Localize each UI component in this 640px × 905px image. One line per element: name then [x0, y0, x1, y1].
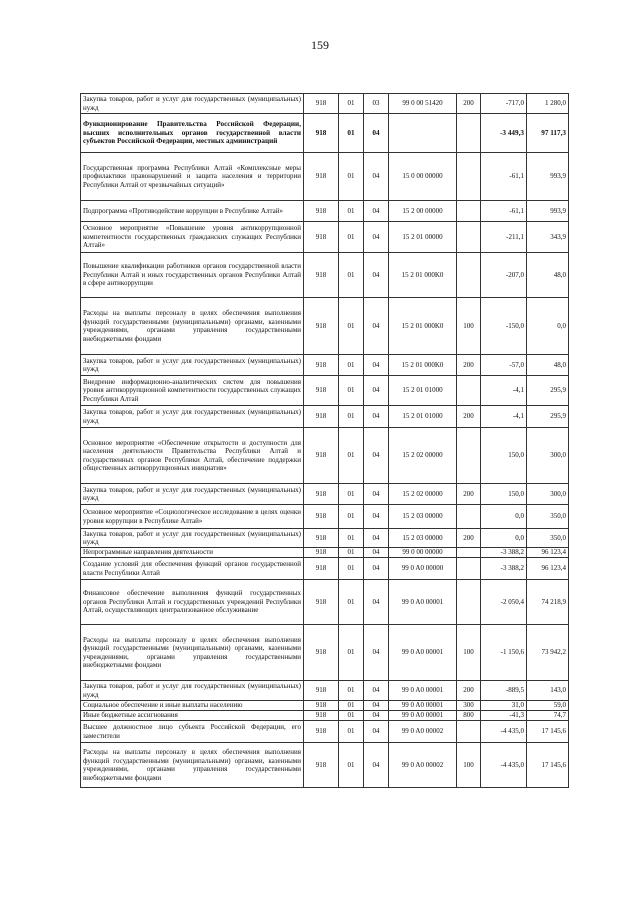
table-row: [81, 222, 569, 253]
budget-item-name: Закупка товаров, работ и услуг для государственных (муниципальных) нужд: [81, 406, 304, 428]
department-code: 918: [304, 114, 339, 153]
target-article-code: 99 0 00 00000: [389, 548, 457, 558]
section-code: 01: [339, 743, 364, 788]
expense-type-code: [457, 201, 481, 222]
subsection-code: 04: [364, 721, 389, 743]
target-article-code: 99 0 A0 00002: [389, 743, 457, 788]
section-code: 01: [339, 428, 364, 484]
subsection-code: 04: [364, 548, 389, 558]
expense-type-code: [457, 721, 481, 743]
target-article-code: 99 0 A0 00001: [389, 701, 457, 711]
section-code: 01: [339, 484, 364, 505]
budget-item-name: Иные бюджетные ассигнования: [81, 711, 304, 721]
budget-item-name: Государственная программа Республики Алтай «Комплексные меры профилактики правонарушений и защита населения и территории Республики Алтай от чрезвычайных ситуаций»: [81, 153, 304, 201]
target-article-code: 15 2 00 00000: [389, 201, 457, 222]
change-amount: -717,0: [481, 94, 527, 114]
subsection-code: 04: [364, 580, 389, 625]
section-code: 01: [339, 153, 364, 201]
target-article-code: 15 2 02 00000: [389, 428, 457, 484]
change-amount: 150,0: [481, 484, 527, 505]
budget-table-body: [81, 94, 569, 788]
target-article-code: 99 0 A0 00001: [389, 580, 457, 625]
target-article-code: 15 0 00 00000: [389, 153, 457, 201]
expense-type-code: [457, 558, 481, 580]
budget-item-name: Расходы на выплаты персоналу в целях обеспечения выполнения функций государственными (муниципальными) органами, казенными учреждениями, органами управления государственными внебюджетными фондами: [81, 743, 304, 788]
department-code: 918: [304, 711, 339, 721]
target-article-code: 15 2 01 00000: [389, 222, 457, 253]
table-row: [81, 721, 569, 743]
budget-item-name: Внедрение информационно-аналитических систем для повышения уровня антикоррупционной компетентности государственных служащих Республики Алтай: [81, 376, 304, 406]
change-amount: -61,1: [481, 201, 527, 222]
section-code: 01: [339, 711, 364, 721]
target-article-code: [389, 114, 457, 153]
total-amount: 74,7: [527, 711, 569, 721]
table-row: [81, 201, 569, 222]
total-amount: 97 117,3: [527, 114, 569, 153]
change-amount: 0,0: [481, 505, 527, 529]
department-code: 918: [304, 355, 339, 376]
table-row: [81, 701, 569, 711]
department-code: 918: [304, 253, 339, 298]
total-amount: 350,0: [527, 505, 569, 529]
target-article-code: 15 2 01 01000: [389, 376, 457, 406]
department-code: 918: [304, 558, 339, 580]
expense-type-code: [457, 253, 481, 298]
target-article-code: 15 2 01 01000: [389, 406, 457, 428]
target-article-code: 99 0 A0 00002: [389, 721, 457, 743]
budget-item-name: Повышение квалификации работников органов государственной власти Республики Алтай и иных государственных органов Республики Алтай в сфере антикоррупции: [81, 253, 304, 298]
section-code: 01: [339, 298, 364, 355]
expense-type-code: [457, 428, 481, 484]
department-code: 918: [304, 625, 339, 681]
change-amount: -4 435,0: [481, 743, 527, 788]
section-code: 01: [339, 721, 364, 743]
section-code: 01: [339, 625, 364, 681]
total-amount: 295,9: [527, 406, 569, 428]
subsection-code: 04: [364, 625, 389, 681]
subsection-code: 04: [364, 428, 389, 484]
department-code: 918: [304, 222, 339, 253]
table-row: [81, 580, 569, 625]
total-amount: 96 123,4: [527, 558, 569, 580]
department-code: 918: [304, 743, 339, 788]
table-row: [81, 153, 569, 201]
budget-item-name: Функционирование Правительства Российской Федерации, высших исполнительных органов государственной власти субъектов Российской Федерации, местных администраций: [81, 114, 304, 153]
budget-item-name: Высшее должностное лицо субъекта Российской Федерации, его заместители: [81, 721, 304, 743]
section-code: 01: [339, 376, 364, 406]
subsection-code: 04: [364, 711, 389, 721]
total-amount: 350,0: [527, 529, 569, 548]
section-code: 01: [339, 681, 364, 701]
subsection-code: 03: [364, 94, 389, 114]
total-amount: 295,9: [527, 376, 569, 406]
target-article-code: 99 0 A0 00001: [389, 625, 457, 681]
table-row: [81, 681, 569, 701]
expense-type-code: [457, 505, 481, 529]
table-row: [81, 406, 569, 428]
section-code: 01: [339, 701, 364, 711]
target-article-code: 99 0 A0 00000: [389, 558, 457, 580]
expense-type-code: 100: [457, 298, 481, 355]
total-amount: 1 280,0: [527, 94, 569, 114]
subsection-code: 04: [364, 201, 389, 222]
subsection-code: 04: [364, 529, 389, 548]
change-amount: -4 435,0: [481, 721, 527, 743]
expense-type-code: 200: [457, 94, 481, 114]
table-row: [81, 529, 569, 548]
budget-table: [80, 93, 569, 788]
expense-type-code: 200: [457, 681, 481, 701]
department-code: 918: [304, 721, 339, 743]
total-amount: 343,9: [527, 222, 569, 253]
budget-item-name: Создание условий для обеспечения функций органов государственной власти Республики Алтай: [81, 558, 304, 580]
total-amount: 0,0: [527, 298, 569, 355]
expense-type-code: 800: [457, 711, 481, 721]
budget-item-name: Закупка товаров, работ и услуг для государственных (муниципальных) нужд: [81, 484, 304, 505]
change-amount: -41,3: [481, 711, 527, 721]
department-code: 918: [304, 94, 339, 114]
budget-item-name: Непрограммные направления деятельности: [81, 548, 304, 558]
section-code: 01: [339, 94, 364, 114]
department-code: 918: [304, 428, 339, 484]
department-code: 918: [304, 548, 339, 558]
change-amount: -3 449,3: [481, 114, 527, 153]
subsection-code: 04: [364, 484, 389, 505]
expense-type-code: 200: [457, 406, 481, 428]
change-amount: -207,0: [481, 253, 527, 298]
total-amount: 48,0: [527, 355, 569, 376]
department-code: 918: [304, 701, 339, 711]
change-amount: 150,0: [481, 428, 527, 484]
expense-type-code: [457, 548, 481, 558]
section-code: 01: [339, 406, 364, 428]
department-code: 918: [304, 505, 339, 529]
target-article-code: 15 2 02 00000: [389, 484, 457, 505]
total-amount: 74 218,9: [527, 580, 569, 625]
total-amount: 993,9: [527, 201, 569, 222]
total-amount: 993,9: [527, 153, 569, 201]
change-amount: 0,0: [481, 529, 527, 548]
expense-type-code: 200: [457, 484, 481, 505]
department-code: 918: [304, 580, 339, 625]
table-row: [81, 548, 569, 558]
total-amount: 300,0: [527, 484, 569, 505]
section-code: 01: [339, 548, 364, 558]
subsection-code: 04: [364, 253, 389, 298]
change-amount: -61,1: [481, 153, 527, 201]
section-code: 01: [339, 505, 364, 529]
subsection-code: 04: [364, 505, 389, 529]
target-article-code: 15 2 01 000K0: [389, 253, 457, 298]
budget-item-name: Расходы на выплаты персоналу в целях обеспечения выполнения функций государственными (муниципальными) органами, казенными учреждениями, органами управления государственными внебюджетными фондами: [81, 298, 304, 355]
budget-item-name: Основное мероприятие «Повышение уровня антикоррупционной компетентности государственных гражданских служащих Республики Алтай»: [81, 222, 304, 253]
table-row: [81, 505, 569, 529]
department-code: 918: [304, 201, 339, 222]
budget-item-name: Финансовое обеспечение выполнения функций государственных органов Республики Алтай и государственных учреждений Республики Алтай, осуществляющих централизованное обслуживание: [81, 580, 304, 625]
department-code: 918: [304, 153, 339, 201]
table-row: [81, 743, 569, 788]
change-amount: -150,0: [481, 298, 527, 355]
section-code: 01: [339, 253, 364, 298]
change-amount: -211,1: [481, 222, 527, 253]
expense-type-code: 100: [457, 625, 481, 681]
department-code: 918: [304, 529, 339, 548]
change-amount: -3 388,2: [481, 548, 527, 558]
subsection-code: 04: [364, 701, 389, 711]
budget-item-name: Закупка товаров, работ и услуг для государственных (муниципальных) нужд: [81, 355, 304, 376]
subsection-code: 04: [364, 114, 389, 153]
table-row: [81, 253, 569, 298]
subsection-code: 04: [364, 376, 389, 406]
table-row: [81, 428, 569, 484]
expense-type-code: 200: [457, 529, 481, 548]
total-amount: 17 145,6: [527, 743, 569, 788]
table-row: [81, 94, 569, 114]
budget-item-name: Закупка товаров, работ и услуг для государственных (муниципальных) нужд: [81, 94, 304, 114]
change-amount: -2 050,4: [481, 580, 527, 625]
change-amount: -1 150,6: [481, 625, 527, 681]
subsection-code: 04: [364, 681, 389, 701]
expense-type-code: [457, 153, 481, 201]
target-article-code: 15 2 03 00000: [389, 529, 457, 548]
change-amount: -889,5: [481, 681, 527, 701]
subsection-code: 04: [364, 298, 389, 355]
expense-type-code: [457, 580, 481, 625]
table-row: [81, 355, 569, 376]
target-article-code: 15 2 01 000K0: [389, 298, 457, 355]
total-amount: 59,0: [527, 701, 569, 711]
section-code: 01: [339, 201, 364, 222]
budget-item-name: Закупка товаров, работ и услуг для государственных (муниципальных) нужд: [81, 681, 304, 701]
department-code: 918: [304, 298, 339, 355]
section-code: 01: [339, 558, 364, 580]
change-amount: -57,0: [481, 355, 527, 376]
budget-item-name: Подпрограмма «Противодействие коррупции в Республике Алтай»: [81, 201, 304, 222]
section-code: 01: [339, 355, 364, 376]
change-amount: -3 388,2: [481, 558, 527, 580]
section-code: 01: [339, 529, 364, 548]
department-code: 918: [304, 376, 339, 406]
change-amount: -4,1: [481, 376, 527, 406]
table-row: [81, 484, 569, 505]
target-article-code: 99 0 A0 00001: [389, 681, 457, 701]
subsection-code: 04: [364, 222, 389, 253]
target-article-code: 15 2 01 000K0: [389, 355, 457, 376]
budget-item-name: Расходы на выплаты персоналу в целях обеспечения выполнения функций государственными (муниципальными) органами, казенными учреждениями, органами управления государственными внебюджетными фондами: [81, 625, 304, 681]
total-amount: 17 145,6: [527, 721, 569, 743]
table-row: [81, 625, 569, 681]
budget-item-name: Основное мероприятие «Социологическое исследование в целях оценки уровня коррупции в Республике Алтай»: [81, 505, 304, 529]
section-code: 01: [339, 580, 364, 625]
target-article-code: 15 2 03 00000: [389, 505, 457, 529]
expense-type-code: [457, 222, 481, 253]
table-row: [81, 376, 569, 406]
subsection-code: 04: [364, 406, 389, 428]
subsection-code: 04: [364, 558, 389, 580]
table-row: [81, 298, 569, 355]
change-amount: 31,0: [481, 701, 527, 711]
department-code: 918: [304, 406, 339, 428]
total-amount: 96 123,4: [527, 548, 569, 558]
expense-type-code: [457, 114, 481, 153]
department-code: 918: [304, 484, 339, 505]
subsection-code: 04: [364, 153, 389, 201]
total-amount: 300,0: [527, 428, 569, 484]
table-row: [81, 114, 569, 153]
total-amount: 73 942,2: [527, 625, 569, 681]
section-code: 01: [339, 222, 364, 253]
subsection-code: 04: [364, 743, 389, 788]
section-code: 01: [339, 114, 364, 153]
subsection-code: 04: [364, 355, 389, 376]
total-amount: 48,0: [527, 253, 569, 298]
page-number: 159: [311, 38, 329, 52]
target-article-code: 99 0 00 51420: [389, 94, 457, 114]
budget-item-name: Социальное обеспечение и иные выплаты населению: [81, 701, 304, 711]
expense-type-code: 300: [457, 701, 481, 711]
change-amount: -4,1: [481, 406, 527, 428]
budget-item-name: Закупка товаров, работ и услуг для государственных (муниципальных) нужд: [81, 529, 304, 548]
expense-type-code: 100: [457, 743, 481, 788]
total-amount: 143,0: [527, 681, 569, 701]
expense-type-code: [457, 376, 481, 406]
budget-item-name: Основное мероприятие «Обеспечение открытости и доступности для населения деятельности Правительства Республики Алтай и государственных органов Республики Алтай, обеспечение поддержки общественных антикоррупционных инициатив»: [81, 428, 304, 484]
expense-type-code: 200: [457, 355, 481, 376]
department-code: 918: [304, 681, 339, 701]
table-row: [81, 558, 569, 580]
target-article-code: 99 0 A0 00001: [389, 711, 457, 721]
table-row: [81, 711, 569, 721]
